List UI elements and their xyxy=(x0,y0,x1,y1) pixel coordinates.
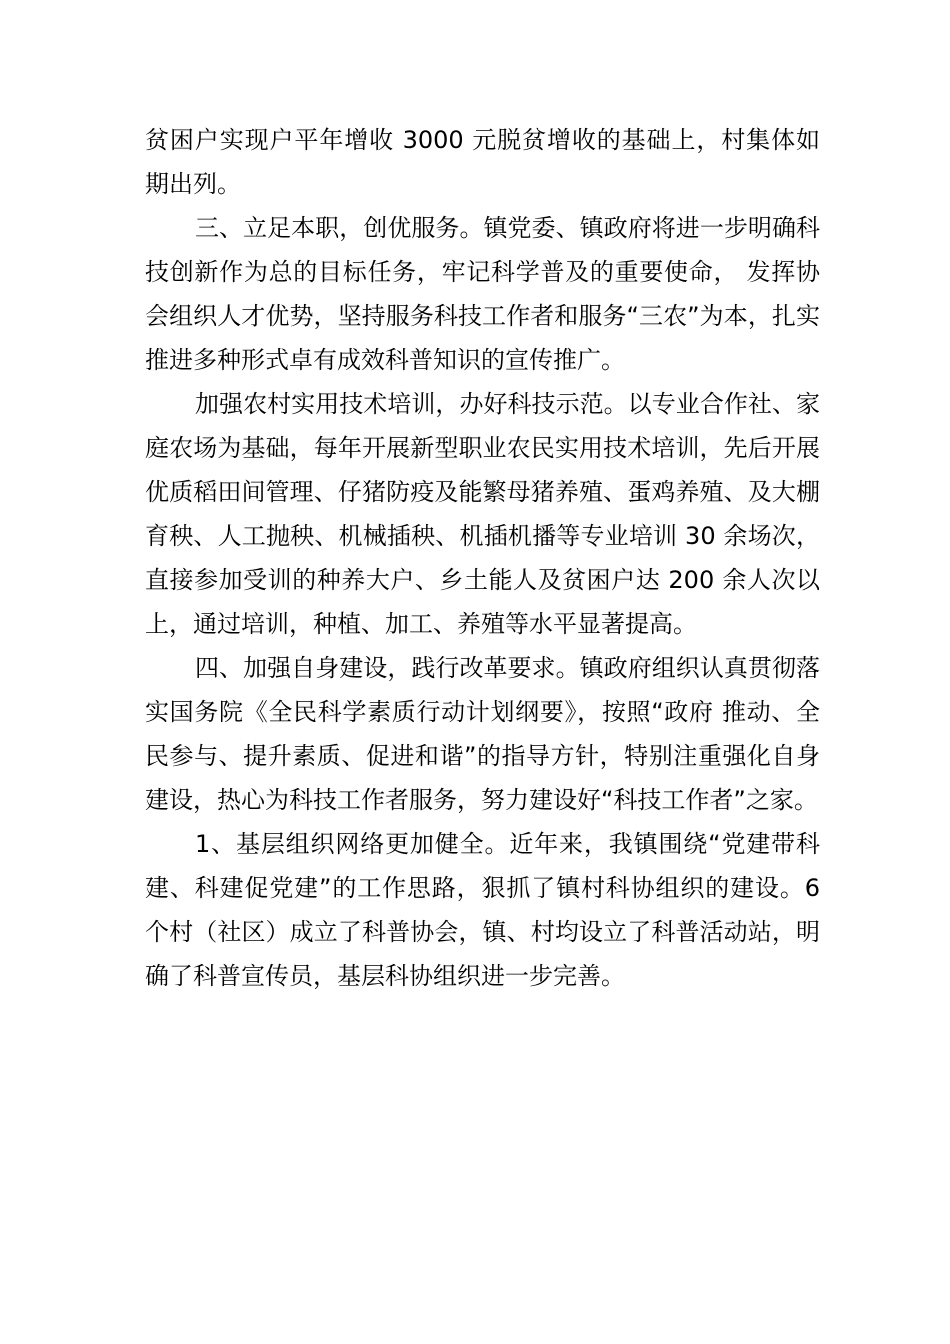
paragraph-continuation: 贫困户实现户平年增收 3000 元脱贫增收的基础上，村集体如期出列。 xyxy=(145,126,820,198)
paragraph-section-three: 三、立足本职，创优服务。镇党委、镇政府将进一步明确科技创新作为总的目标任务，牢记科学普及的重要使命， 发挥协会组织人才优势，坚持服务科技工作者和服务“三农”为本，扎实推进多种形式卓有成效科普知识的宣传推广。 xyxy=(145,214,820,374)
paragraph-item-one: 1、基层组织网络更加健全。近年来，我镇围绕“党建带科建、科建促党建”的工作思路，狠抓了镇村科协组织的建设。6 个村（社区）成立了科普协会，镇、村均设立了科普活动站，明确了科普宣传员，基层科协组织进一步完善。 xyxy=(145,830,820,990)
document-body xyxy=(145,118,820,998)
paragraph-section-four: 四、加强自身建设，践行改革要求。镇政府组织认真贯彻落实国务院《全民科学素质行动计划纲要》，按照“政府 推动、全民参与、提升素质、促进和谐”的指导方针，特别注重强化自身建设，热心为科技工作者服务，努力建设好“科技工作者”之家。 xyxy=(145,654,820,814)
paragraph-training: 加强农村实用技术培训，办好科技示范。以专业合作社、家庭农场为基础，每年开展新型职业农民实用技术培训，先后开展优质稻田间管理、仔猪防疫及能繁母猪养殖、蛋鸡养殖、及大棚育秧、人工抛秧、机械插秧、机插机播等专业培训 30 余场次，直接参加受训的种养大户、乡土能人及贫困户达 200 余人次以上，通过培训，种植、加工、养殖等水平显著提高。 xyxy=(145,390,820,638)
